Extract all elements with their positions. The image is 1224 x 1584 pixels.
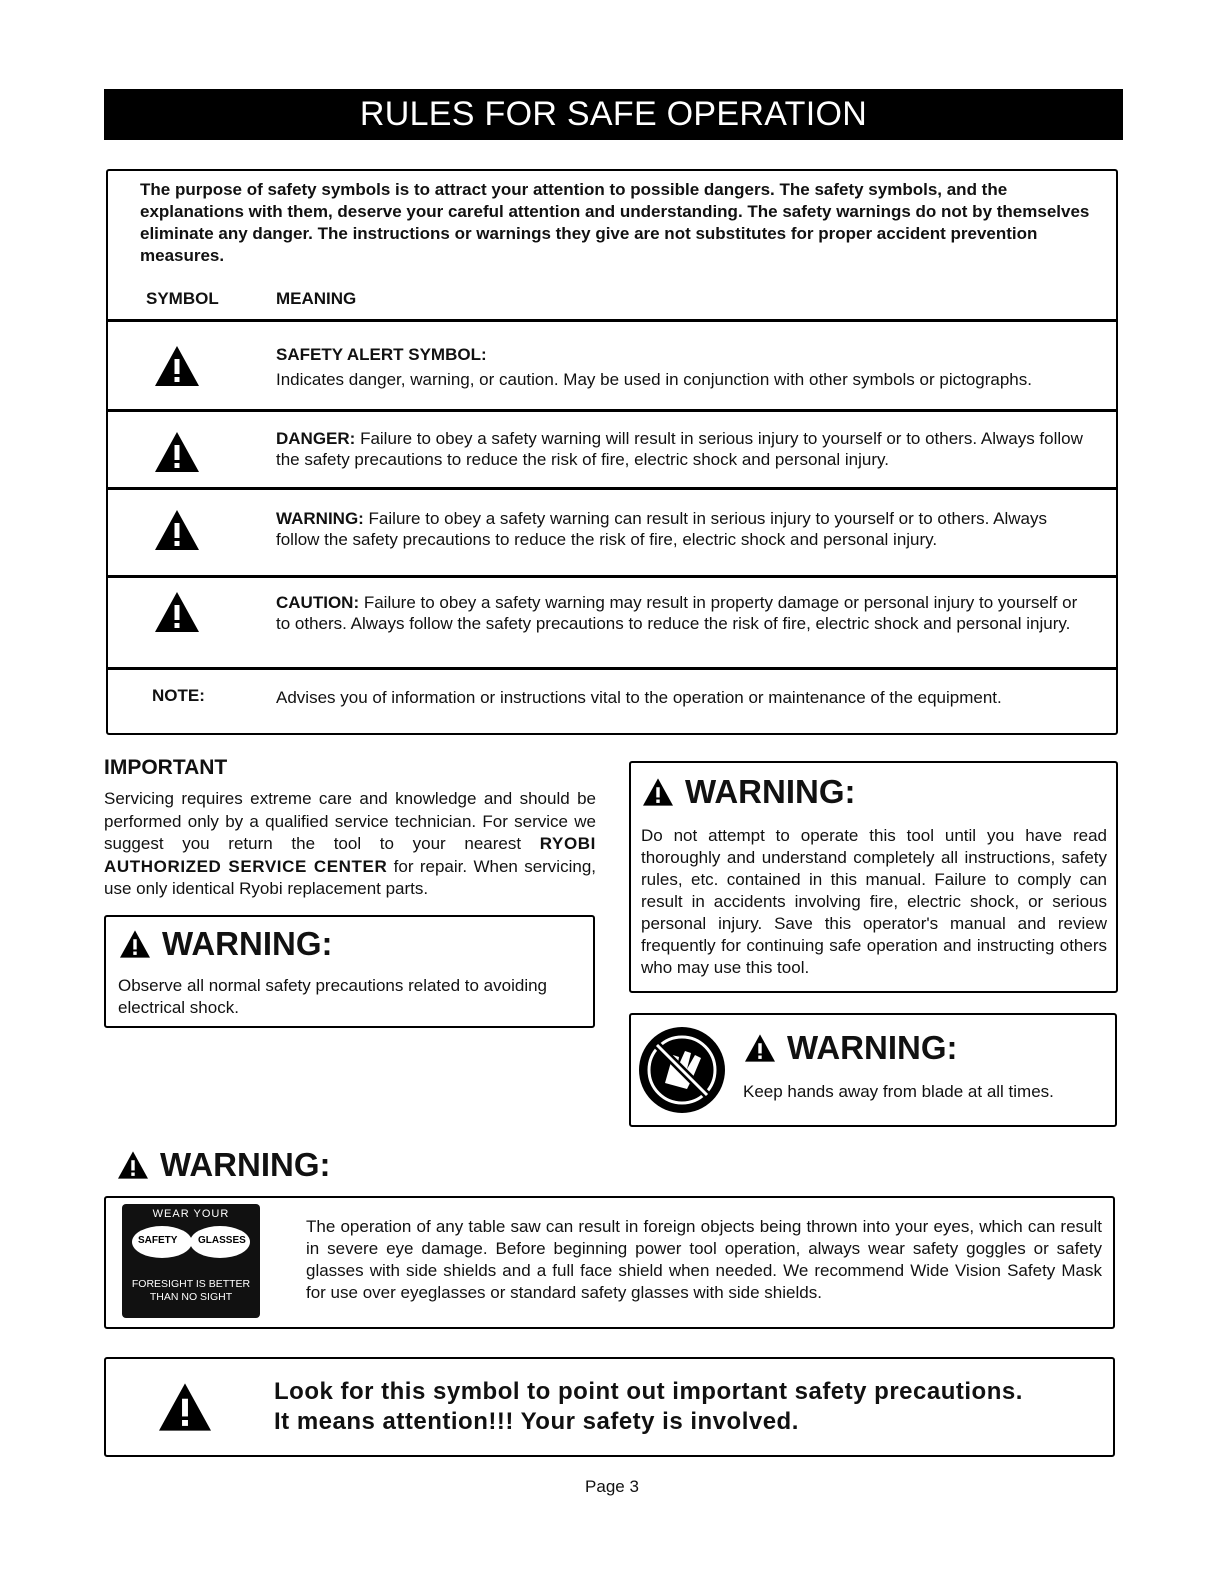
row-text: Failure to obey a safety warning will result in serious injury to yourself or to others. Always follow the safety precautions to reduce the risk of fire, electric shock and personal injury. [276, 429, 1083, 469]
service-center-name: RYOBI AUTHORIZED SERVICE CENTER [104, 834, 596, 876]
note-label: NOTE: [152, 686, 205, 705]
row-text: Indicates danger, warning, or caution. May be used in conjunction with other symbols or pictographs. [276, 370, 1032, 389]
table-row [108, 575, 1116, 667]
warning-title: WARNING: [685, 773, 856, 810]
meaning-header: MEANING [276, 289, 357, 308]
warning-electrical-box [104, 915, 595, 1028]
warning-icon [743, 1033, 777, 1063]
intro-paragraph: The purpose of safety symbols is to attract your attention to possible dangers. The safety symbols, and the explanations with them, deserve your careful attention and understanding. The safety warnings do not by themselves eliminate any danger. The instructions or warnings they give are not substitutes for proper accident prevention measures. [140, 180, 1090, 265]
page-title: RULES FOR SAFE OPERATION [104, 89, 1123, 140]
badge-line1: FORESIGHT IS BETTER [131, 1278, 251, 1290]
notice-line1: Look for this symbol to point out important safety precautions. [274, 1378, 1023, 1405]
warning-eyes-box [104, 1196, 1115, 1329]
warning-title: WARNING: [160, 1146, 331, 1183]
warning-manual-box [629, 761, 1118, 993]
row-label: DANGER: [276, 429, 356, 448]
badge-right-text: GLASSES [198, 1235, 246, 1246]
important-paragraph [104, 788, 596, 901]
warning-text: Do not attempt to operate this tool until you have read thoroughly and understand completely all instructions, safety rules, etc. contained in this manual. Failure to comply can result in accidents involving fire, electric shock, or serious personal injury. Save this operator's manual and review frequently for continuing safe operation and instructing others who may use this tool. [641, 826, 1107, 977]
warning-eyes-heading [116, 1146, 330, 1184]
warning-text: Observe all normal safety precautions related to avoiding electrical shock. [118, 976, 548, 1017]
table-row [108, 487, 1116, 575]
row-label: SAFETY ALERT SYMBOL: [276, 345, 487, 364]
goggles-icon [128, 1222, 254, 1276]
row-text: Failure to obey a safety warning can result in serious injury to yourself or to others. Always follow the safety precautions to reduce the risk of fire, electric shock and personal injury. [276, 509, 1047, 549]
symbol-header: SYMBOL [146, 289, 219, 308]
table-row [108, 319, 1116, 409]
warning-icon [116, 1150, 150, 1180]
row-label: WARNING: [276, 509, 364, 528]
danger-icon [153, 430, 201, 474]
no-hands-icon [637, 1025, 727, 1115]
warning-icon [118, 929, 152, 959]
page-number: Page 3 [585, 1477, 639, 1496]
safety-alert-icon [153, 344, 201, 388]
badge-line2: THAN NO SIGHT [149, 1291, 233, 1303]
badge-top-text: WEAR YOUR [152, 1208, 230, 1220]
important-text: Servicing requires extreme care and knowledge and should be performed only by a qualified service technician. For service we suggest you return the tool to your nearest [104, 789, 596, 853]
important-heading: IMPORTANT [104, 756, 228, 779]
warning-title: WARNING: [787, 1029, 958, 1066]
note-row [108, 667, 1116, 735]
warning-hands-box [629, 1013, 1117, 1127]
important-text-end: for repair. When servicing, use only identical Ryobi replacement parts. [104, 856, 596, 898]
warning-title: WARNING: [162, 925, 333, 962]
warning-text: The operation of any table saw can result in foreign objects being thrown into your eyes, which can result in severe eye damage. Before beginning power tool operation, always wear safety goggles or safety glasses with side shields and a full face shield when needed. We recommend Wide Vision Safety Mask for use over eyeglasses or standard safety glasses with side shields. [306, 1217, 1102, 1302]
row-text: Failure to obey a safety warning may result in property damage or personal injury to yourself or to others. Always follow the safety precautions to reduce the risk of fire, electric shock and personal injury. [276, 593, 1078, 633]
safety-symbols-box [106, 169, 1118, 735]
warning-icon [153, 508, 201, 552]
row-label: CAUTION: [276, 593, 360, 612]
table-row [108, 409, 1116, 487]
warning-text: Keep hands away from blade at all times. [743, 1082, 1054, 1101]
badge-left-text: SAFETY [138, 1235, 178, 1246]
symbol-notice-box [104, 1357, 1115, 1457]
notice-line2: It means attention!!! Your safety is involved. [274, 1408, 799, 1435]
warning-icon [641, 777, 675, 807]
safety-glasses-badge [122, 1204, 260, 1318]
note-text: Advises you of information or instructions vital to the operation or maintenance of the equipment. [276, 688, 1002, 707]
safety-alert-icon [156, 1381, 214, 1433]
caution-icon [153, 590, 201, 634]
